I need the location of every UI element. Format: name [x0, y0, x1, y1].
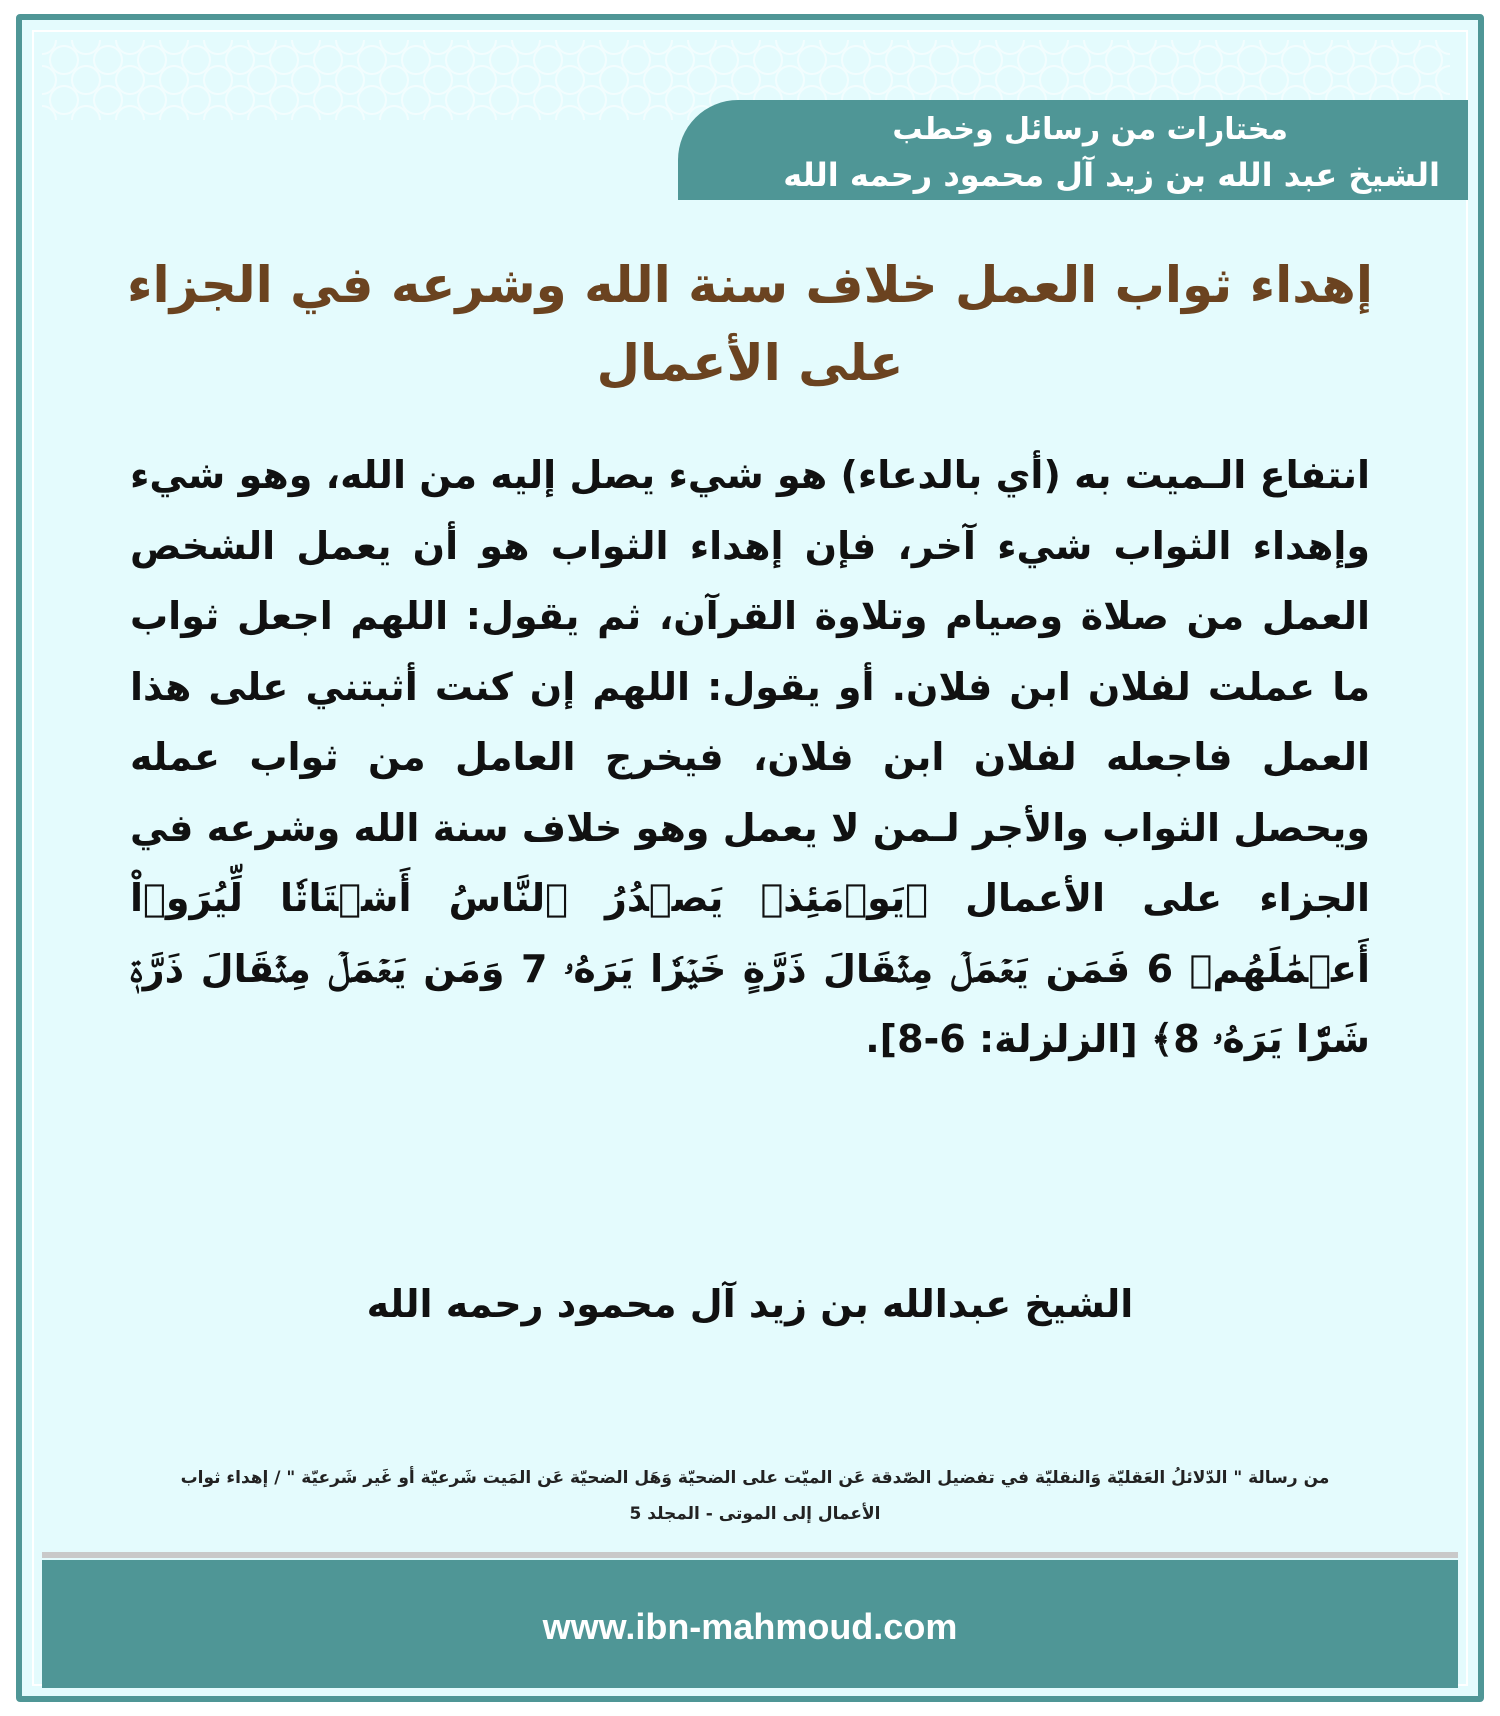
card-frame — [16, 14, 1484, 1702]
body-text: انتفاع الـميت به (أي بالدعاء) هو شيء يصل إليه من الله، وهو شيء وإهداء الثواب شيء آخر، فإن إهداء الثواب هو أن يعمل الشخص العمل من صلاة وصيام وتلاوة القرآن، ثم يقول: اللهم اجعل ثواب ما عملت لفلان ابن فلان. أو يقول: اللهم إن كنت أثبتني على هذا العمل فاجعله لفلان ابن فلان، فيخرج العامل من ثواب عمله ويحصل الثواب والأجر لـمن لا يعمل وهو خلاف سنة الله وشرعه في الجزاء على الأعمال ﴿يَوۡمَئِذٖ يَصۡدُرُ ٱلنَّاسُ أَشۡتَاتٗا لِّيُرَوۡاْ أَعۡمَٰلَهُمۡ 6 فَمَن يَعۡمَلۡ مِثۡقَالَ ذَرَّةٍ خَيۡرٗا يَرَهُۥ 7 وَمَن يَعۡمَلۡ مِثۡقَالَ ذَرَّةٖ شَرّٗا يَرَهُۥ 8﴾ [الزلزلة: 6-8]. — [130, 453, 1370, 1061]
page-title: إهداء ثواب العمل خلاف سنة الله وشرعه في الجزاء على الأعمال — [127, 256, 1373, 392]
header-series-title: مختارات من رسائل وخطب — [892, 112, 1288, 147]
footer-band — [42, 1560, 1458, 1688]
website-url[interactable]: www.ibn-mahmoud.com — [542, 1606, 958, 1647]
source-citation: من رسالة " الدّلائلُ العَقليّة وَالنقليّة في تفضيل الصّدقة عَن الميّت على الضحيّة وَهَل الضحيّة عَن المَيت شَرعيّة أو غَير شَرعيّة " / إهداء ثواب الأعمال إلى الموتى - المجلد 5 — [180, 1468, 1330, 1524]
header-author: الشيخ عبد الله بن زيد آل محمود رحمه الله — [783, 156, 1440, 194]
signature: الشيخ عبدالله بن زيد آل محمود رحمه الله — [366, 1282, 1134, 1326]
header-band — [678, 100, 1468, 200]
footer-divider — [42, 1552, 1458, 1558]
